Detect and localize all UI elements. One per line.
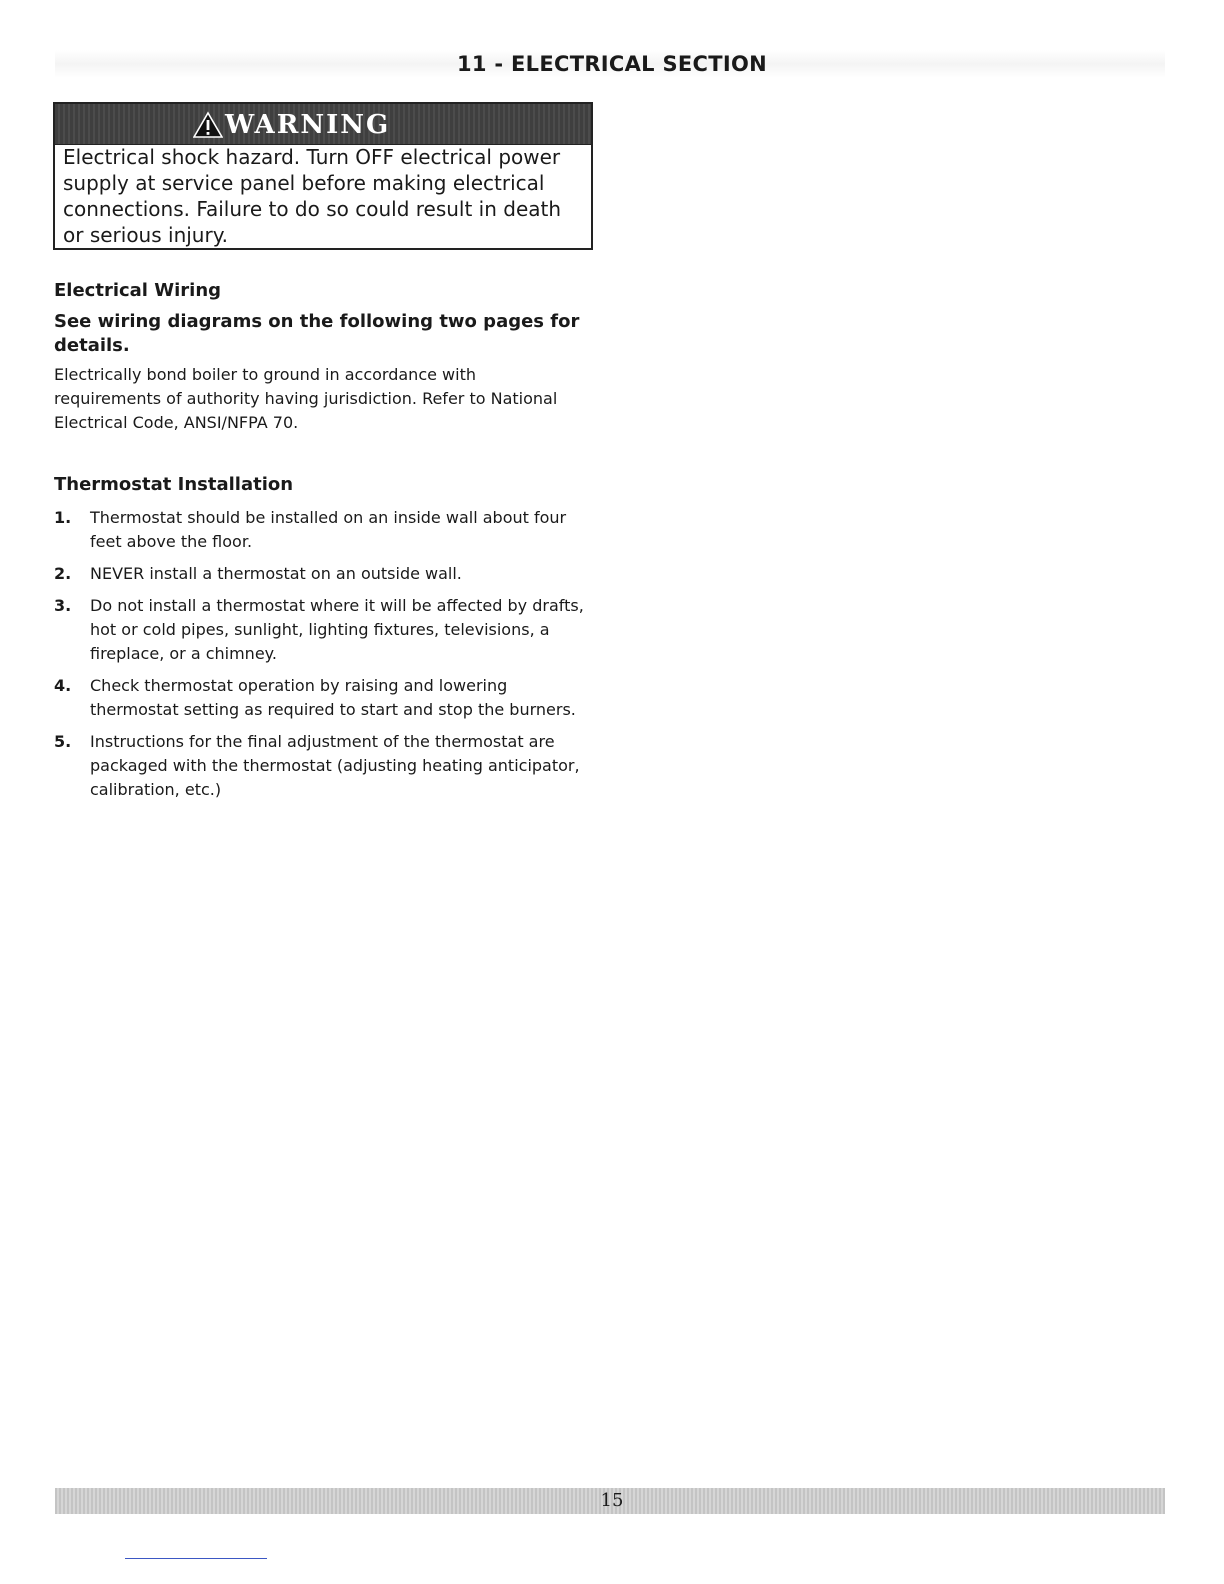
step-text: Instructions for the final adjustment of the thermostat are packaged with the thermostat (adjusting heating anticipator, calibration, etc.)	[90, 732, 580, 799]
thermostat-installation-heading: Thermostat Installation	[54, 474, 294, 495]
wiring-diagram-note: See wiring diagrams on the following two pages for details.	[54, 311, 580, 356]
step-text: Do not install a thermostat where it will be affected by drafts, hot or cold pipes, sunlight, lighting fixtures, televisions, a fireplace, or a chimney.	[90, 596, 584, 663]
warning-bar	[55, 104, 591, 145]
step-number: 3.	[54, 596, 72, 615]
thermostat-steps-list	[54, 506, 594, 810]
warning-text: Electrical shock hazard. Turn OFF electrical power supply at service panel before making electrical connections. Failure to do so could result in death or serious injury.	[63, 145, 562, 247]
step-text: NEVER install a thermostat on an outside wall.	[90, 564, 462, 583]
footer-rule	[125, 1558, 267, 1559]
warning-triangle-icon	[193, 111, 223, 139]
grounding-paragraph: Electrically bond boiler to ground in accordance with requirements of authority having jurisdiction. Refer to National Electrical Code, ANSI/NFPA 70.	[54, 365, 558, 432]
list-item	[54, 730, 594, 802]
section-title: 11 - ELECTRICAL SECTION	[456, 52, 768, 76]
step-number: 1.	[54, 508, 72, 527]
electrical-wiring-heading: Electrical Wiring	[54, 280, 222, 301]
page-number: 15	[600, 1490, 624, 1511]
list-item	[54, 506, 594, 554]
list-item	[54, 562, 594, 586]
step-number: 5.	[54, 732, 72, 751]
warning-box	[53, 102, 593, 250]
step-number: 2.	[54, 564, 72, 583]
list-item	[54, 594, 594, 666]
step-text: Thermostat should be installed on an inside wall about four feet above the floor.	[90, 508, 567, 551]
list-item	[54, 674, 594, 722]
step-text: Check thermostat operation by raising and lowering thermostat setting as required to start and stop the burners.	[90, 676, 576, 719]
step-number: 4.	[54, 676, 72, 695]
warning-label: WARNING	[225, 110, 391, 140]
warning-heading	[193, 109, 390, 141]
